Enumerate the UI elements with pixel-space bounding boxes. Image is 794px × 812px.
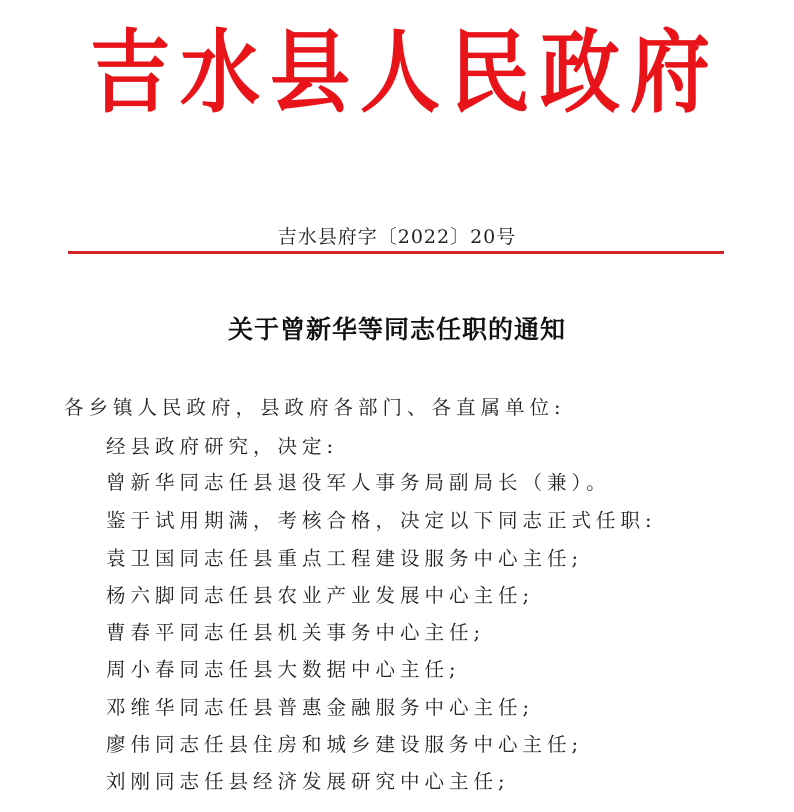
body-line: 廖伟同志任县住房和城乡建设服务中心主任;: [106, 733, 584, 756]
document-title: 关于曾新华等同志任职的通知: [227, 315, 566, 344]
salutation: 各乡镇人民政府，县政府各部门、各直属单位:: [64, 396, 566, 419]
body-line: 曾新华同志任县退役军人事务局副局长（兼）。: [106, 471, 611, 494]
red-divider: [68, 251, 724, 254]
masthead-char: 吉: [90, 19, 170, 125]
body-line: 曹春平同志任县机关事务中心主任;: [106, 621, 486, 644]
body-line: 经县政府研究，决定:: [106, 435, 339, 458]
body-line: 周小春同志任县大数据中心主任;: [106, 658, 461, 681]
masthead-char: 水: [180, 19, 260, 125]
body-line: 袁卫国同志任县重点工程建设服务中心主任;: [106, 547, 584, 570]
masthead-char: 政: [540, 19, 620, 125]
masthead-char: 民: [450, 19, 530, 125]
body-line: 鉴于试用期满，考核合格，决定以下同志正式任职:: [106, 509, 657, 532]
body-line: 刘刚同志任县经济发展研究中心主任;: [106, 770, 510, 793]
masthead-char: 人: [360, 19, 440, 125]
body-line: 邓维华同志任县普惠金融服务中心主任;: [106, 696, 535, 719]
document-number: 吉水县府字〔2022〕20号: [277, 226, 517, 248]
masthead-char: 府: [630, 19, 710, 125]
masthead-title: [90, 19, 710, 125]
body-line: 杨六脚同志任县农业产业发展中心主任;: [106, 584, 535, 607]
masthead-char: 县: [270, 19, 350, 125]
